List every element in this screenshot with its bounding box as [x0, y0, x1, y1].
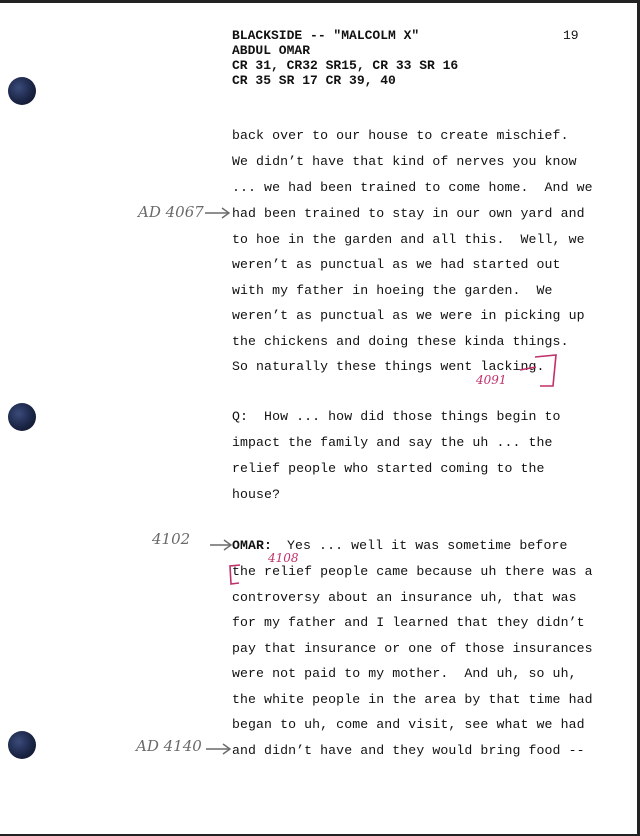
- transcript-line: weren’t as punctual as we had started out: [232, 257, 561, 272]
- answer-line: pay that insurance or one of those insurances: [232, 641, 593, 656]
- header-rolls-2: CR 35 SR 17 CR 39, 40: [232, 73, 396, 88]
- transcript-line: We didn’t have that kind of nerves you know: [232, 154, 577, 169]
- transcript-line: weren’t as punctual as we were in picking up: [232, 308, 585, 323]
- arrow-icon: [206, 744, 230, 754]
- transcript-line: So naturally these things went lacking.: [232, 359, 545, 374]
- transcript-line: the chickens and doing these kinda things.: [232, 334, 569, 349]
- answer-line: the relief people came because uh there was a: [232, 564, 593, 579]
- handwritten-timecode-4091: 4091: [476, 373, 507, 387]
- transcript-line: back over to our house to create mischief.: [232, 128, 569, 143]
- answer-line: and didn’t have and they would bring food --: [232, 743, 585, 758]
- red-bracket-end: [520, 355, 556, 386]
- question-line: relief people who started coming to the: [232, 461, 545, 476]
- handwritten-timecode-4067: AD 4067: [138, 203, 204, 221]
- answer-line: controversy about an insurance uh, that was: [232, 590, 577, 605]
- header-title: BLACKSIDE -- "MALCOLM X": [232, 28, 420, 43]
- answer-line: for my father and I learned that they didn’t: [232, 615, 585, 630]
- answer-line: began to uh, come and visit, see what we had: [232, 717, 585, 732]
- page-number: 19: [563, 28, 579, 43]
- transcript-line: with my father in hoeing the garden. We: [232, 283, 553, 298]
- handwritten-timecode-4140: AD 4140: [136, 737, 202, 755]
- speaker-label: OMAR:: [232, 538, 273, 553]
- arrow-icon: [210, 540, 231, 550]
- transcript-line: had been trained to stay in our own yard and: [232, 206, 585, 221]
- question-line: impact the family and say the uh ... the: [232, 435, 553, 450]
- answer-line: were not paid to my mother. And uh, so uh,: [232, 666, 577, 681]
- question-line: Q: How ... how did those things begin to: [232, 409, 561, 424]
- question-line: house?: [232, 487, 281, 502]
- arrow-icon: [205, 208, 229, 218]
- handwritten-timecode-4108: 4108: [268, 551, 299, 565]
- transcript-line: to hoe in the garden and all this. Well, we: [232, 232, 585, 247]
- red-bracket-start: [230, 565, 240, 584]
- header-rolls-1: CR 31, CR32 SR15, CR 33 SR 16: [232, 58, 459, 73]
- handwritten-timecode-4102: 4102: [152, 530, 191, 548]
- answer-line: the white people in the area by that time had: [232, 692, 593, 707]
- header-interviewee: ABDUL OMAR: [232, 43, 311, 58]
- transcript-line: ... we had been trained to come home. And we: [232, 180, 593, 195]
- answer-line: Yes ... well it was sometime before: [287, 538, 568, 553]
